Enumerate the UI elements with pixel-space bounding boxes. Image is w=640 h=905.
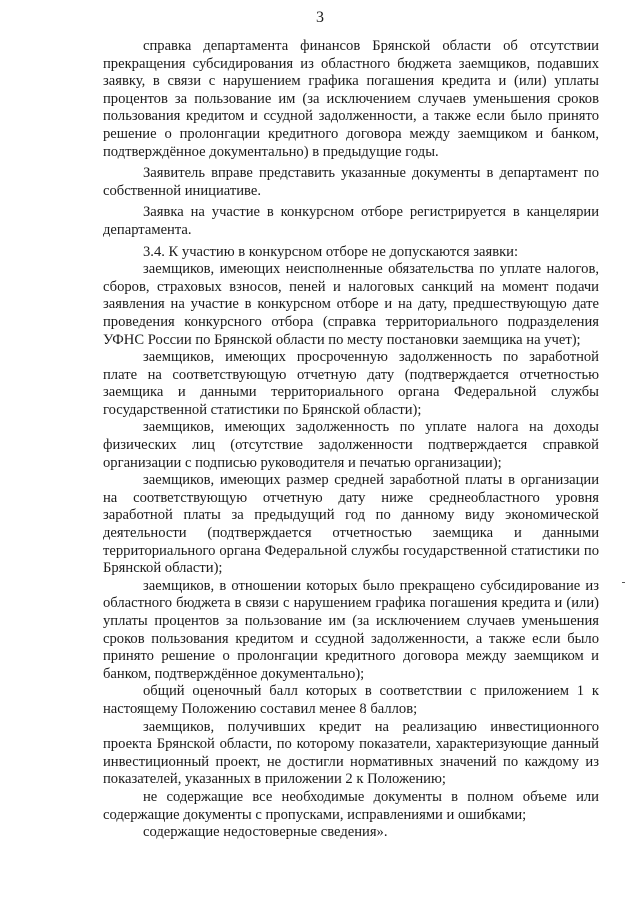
page-number: 3 — [316, 9, 324, 26]
paragraph-income-tax-debt: заемщиков, имеющих задолженность по уплате налога на доходы физических лиц (отсутствие задолженности подтверждается справкой организации с подписью руководителя и печатью организации); — [103, 419, 599, 471]
paragraph-wage-arrears: заемщиков, имеющих просроченную задолженность по заработной плате на соответствующую отчетную дату (подтверждается отчетностью заемщика и данными территориального органа Федеральной службы государственной статистики по Брянской области); — [103, 349, 599, 418]
paragraph-section-3-4: 3.4. К участию в конкурсном отборе не допускаются заявки: — [143, 243, 519, 260]
scan-mark — [622, 582, 625, 583]
paragraph-score-below-8: общий оценочный балл которых в соответствии с приложением 1 к настоящему Положению составил менее 8 баллов; — [103, 683, 599, 717]
paragraph-false-information: содержащие недостоверные сведения». — [143, 824, 388, 841]
paragraph-average-wage: заемщиков, имеющих размер средней заработной платы в организации на соответствующую отчетную дату ниже среднеобластного уровня заработной платы за предыдущий год по данному виду экономической деятельности (подтверждается отчетностью заемщика и данными территориального органа Федеральной службы государственной статистики по Брянской области); — [103, 472, 599, 577]
document-body — [103, 38, 599, 842]
paragraph-investment-project: заемщиков, получивших кредит на реализацию инвестиционного проекта Брянской области, по которому показатели, характеризующие данный инвестиционный проект, не достигли нормативных значений по каждому из показателей, указанных в приложении 2 к Положению; — [103, 718, 599, 788]
paragraph-subsidy-termination: заемщиков, в отношении которых было прекращено субсидирование из областного бюджета в связи с нарушением графика погашения кредита и (или) уплаты процентов за пользование им (за исключением случаев уменьшения сроков пользования кредитом и ссудной задолженности, а также если было принято решение о пролонгации кредитного договора между заемщиком и банком, подтверждённое документально); — [103, 577, 599, 682]
paragraph-finance-certificate: справка департамента финансов Брянской области об отсутствии прекращения субсидирования из областного бюджета заемщиков, подавших заявку, в связи с нарушением графика погашения кредита и (или) уплаты процентов за пользование им (за исключением случаев уменьшения сроков пользования кредитом и ссудной задолженности, а также если было принято решение о пролонгации кредитного договора между заемщиком и банком, подтверждённое документально) в предыдущие годы. — [103, 38, 599, 160]
paragraph-incomplete-documents: не содержащие все необходимые документы в полном объеме или содержащие документы с пропусками, исправлениями и ошибками; — [103, 788, 599, 823]
paragraph-registration: Заявка на участие в конкурсном отборе регистрируется в канцелярии департамента. — [103, 204, 599, 238]
paragraph-own-initiative: Заявитель вправе представить указанные документы в департамент по собственной инициативе. — [103, 165, 599, 199]
paragraph-tax-obligations: заемщиков, имеющих неисполненные обязательства по уплате налогов, сборов, страховых взносов, пеней и налоговых санкций на момент подачи заявления на участие в конкурсном отборе и на дату, предшествующую дате проведения конкурсного отбора (справка территориального подразделения УФНС России по Брянской области по месту постановки заемщика на учет); — [103, 261, 599, 348]
